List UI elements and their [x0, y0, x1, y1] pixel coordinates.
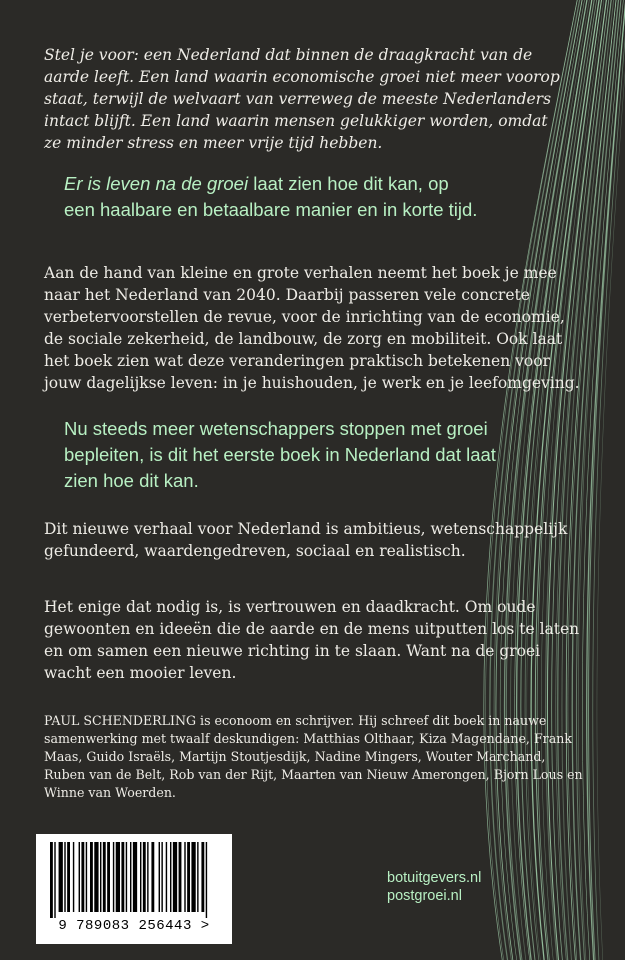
- barcode-bar: [140, 842, 141, 912]
- barcode-bar: [197, 842, 198, 912]
- barcode-bar: [201, 842, 204, 912]
- body-paragraph-2: Dit nieuwe verhaal voor Nederland is ambitieus, wetenschappelijk gefundeerd, waardengedreven, sociaal en realistisch.: [44, 520, 568, 560]
- barcode-bar: [179, 842, 182, 912]
- barcode-bar: [54, 842, 55, 918]
- decorative-line: [582, 0, 623, 960]
- barcode-bar: [170, 842, 171, 912]
- barcode-bar: [130, 842, 131, 912]
- barcode-bar: [94, 842, 98, 912]
- highlight-quote-2: Nu steeds meer wetenschappers stoppen met groei bepleiten, is dit het eerste boek in Nederland dat laat zien hoe dit kan.: [64, 418, 496, 491]
- highlight-quote-1: [64, 171, 484, 223]
- barcode-bar: [113, 842, 114, 912]
- publisher-website-link[interactable]: botuitgevers.nl: [387, 870, 482, 886]
- barcode-bar: [107, 842, 110, 912]
- project-website-link[interactable]: postgroei.nl: [387, 888, 462, 904]
- publisher-links: [387, 869, 537, 905]
- decorative-line: [576, 0, 621, 960]
- barcode-bar: [81, 842, 84, 912]
- barcode-bar: [187, 842, 190, 912]
- barcode-bar: [191, 842, 195, 912]
- body-paragraph-3: Het enige dat nodig is, is vertrouwen en daadkracht. Om oude gewoonten en ideeën die de aarde en de mens uitputten los te laten en om samen een nieuwe richting in te slaan. Want na de groei wacht een mooier leven.: [44, 598, 580, 682]
- barcode-bar: [143, 842, 146, 912]
- decorative-line: [587, 0, 625, 960]
- barcode-bar: [116, 842, 120, 912]
- decorative-line: [572, 0, 619, 960]
- barcode-bar: [206, 842, 207, 918]
- barcode-bar: [173, 842, 177, 912]
- barcode-bar: [103, 842, 106, 912]
- barcode-bar: [79, 842, 80, 912]
- barcode-bar: [86, 842, 87, 912]
- barcode-bar: [126, 842, 127, 912]
- barcode-bars: [50, 842, 210, 918]
- book-title-inline: Er is leven na de groei: [64, 173, 249, 194]
- barcode-bar: [50, 842, 53, 918]
- barcode-bar: [90, 842, 93, 912]
- barcode-bar: [121, 842, 124, 912]
- barcode-bar: [161, 842, 162, 912]
- barcode-bar: [159, 842, 160, 912]
- highlight-quote-1-rest: laat zien hoe dit kan, op een haalbare en betaalbare manier en in korte tijd.: [64, 173, 478, 220]
- barcode-bar: [133, 842, 137, 912]
- barcode-bar: [100, 842, 101, 912]
- barcode: [36, 834, 232, 944]
- isbn-number: 9 789083 256443 >: [58, 918, 210, 934]
- author-bio: PAUL SCHENDERLING is econoom en schrijver. Hij schreef dit boek in nauwe samenwerking met twaalf deskundigen: Matthias Olthaar, Kiza Magendane, Frank Maas, Guido Israëls, Martijn Stoutjesdijk, Nadine Mingers, Wouter Marchand, Ruben van de Belt, Rob van der Rijt, Maarten van Nieuw Amerongen, Bjorn Lous en Winne van Woerden.: [44, 713, 583, 800]
- barcode-bar: [151, 842, 154, 912]
- barcode-bar: [67, 842, 70, 912]
- intro-paragraph: Stel je voor: een Nederland dat binnen de draagkracht van de aarde leeft. Een land waarin economische groei niet meer voorop staat, terwijl de welvaart van verreweg de meeste Nederlanders intact blijft. Een land waarin mensen gelukkiger worden, omdat ze minder stress en meer vrije tijd hebben.: [44, 46, 560, 152]
- barcode-bar: [59, 842, 63, 912]
- body-paragraph-1: Aan de hand van kleine en grote verhalen neemt het boek je mee naar het Nederland van 2040. Daarbij passeren vele concrete verbetervoorstellen de revue, voor de inrichting van de economie, de sociale zekerheid, de landbouw, de zorg en mobiliteit. Ook laat het boek zien wat deze veranderingen praktisch betekenen voor jouw dagelijkse leven: in je huishouden, je werk en je leefomgeving.: [44, 264, 580, 392]
- barcode-bar: [64, 842, 65, 912]
- barcode-bar: [73, 842, 74, 912]
- barcode-bar: [166, 842, 167, 912]
- barcode-bar: [184, 842, 185, 912]
- barcode-bar: [147, 842, 148, 912]
